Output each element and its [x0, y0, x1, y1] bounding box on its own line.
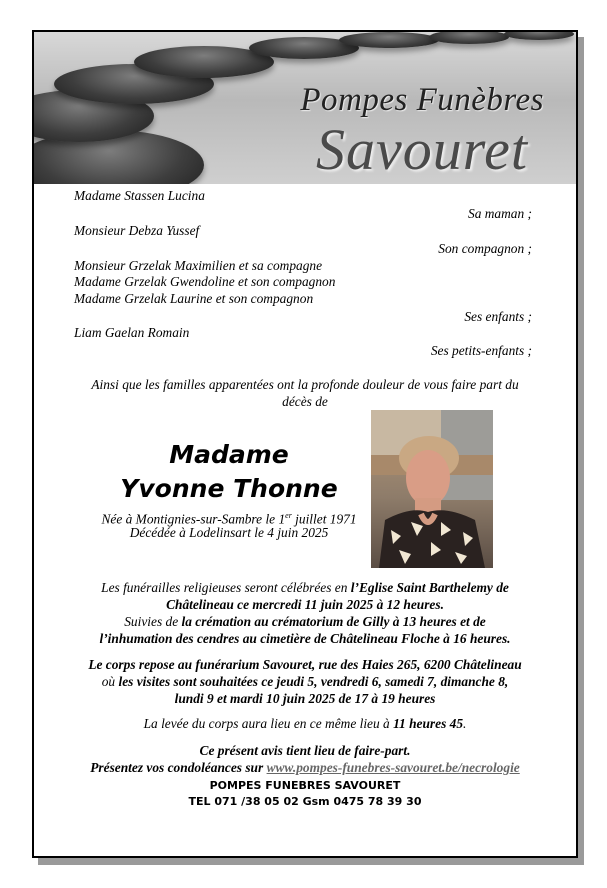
funeral-line: Les funérailles religieuses seront célébrées en l’Eglise Saint Barthelemy de: [101, 580, 509, 595]
notice-line: Ce présent avis tient lieu de faire-part.: [199, 743, 411, 758]
deceased-title: Madame: [169, 440, 289, 469]
family-name: Monsieur Debza Yussef: [74, 223, 200, 238]
company-name: POMPES FUNEBRES SAVOURET: [209, 779, 401, 792]
family-relation: Son compagnon ;: [438, 241, 532, 256]
condolences-line: Présentez vos condoléances sur www.pompes-funebres-savouret.be/necrologie: [90, 760, 520, 775]
funeral-line: Châtelineau ce mercredi 11 juin 2025 à 12 heures.: [166, 597, 444, 612]
family-name: Monsieur Grzelak Maximilien et sa compagne: [74, 258, 323, 273]
stone-image: [339, 32, 439, 48]
funeral-line: l’inhumation des cendres au cimetière de Châtelineau Floche à 16 heures.: [99, 631, 511, 646]
brand-line-2: Savouret: [315, 117, 528, 182]
visit-line: lundi 9 et mardi 10 juin 2025 de 17 à 19 heures: [174, 691, 436, 706]
intro-text: Ainsi que les familles apparentées ont la profonde douleur de vous faire part du: [91, 377, 519, 392]
family-name: Madame Grzelak Laurine et son compagnon: [74, 291, 314, 306]
deceased-name: Yvonne Thonne: [120, 474, 338, 503]
obituary-notice: [32, 30, 578, 858]
visit-line: où les visites sont souhaitées ce jeudi 5, vendredi 6, samedi 7, dimanche 8,: [101, 674, 509, 689]
family-relation: Ses enfants ;: [464, 309, 532, 324]
funeral-line: Suivies de la crémation au crématorium de Gilly à 13 heures et de: [124, 614, 486, 629]
visit-line: Le corps repose au funérarium Savouret, rue des Haies 265, 6200 Châtelineau: [88, 657, 522, 672]
birth-line: Née à Montignies-sur-Sambre le 1er juillet 1971: [101, 511, 357, 527]
family-name: Liam Gaelan Romain: [74, 325, 190, 340]
intro-text: décès de: [282, 394, 328, 409]
header-banner: [34, 32, 576, 184]
brand-line-1: Pompes Funèbres: [300, 82, 544, 118]
family-relation: Ses petits-enfants ;: [430, 343, 532, 358]
levee-line: La levée du corps aura lieu en ce même lieu à 11 heures 45.: [143, 716, 467, 731]
family-relation: Sa maman ;: [468, 206, 532, 221]
portrait-photo: [371, 410, 493, 568]
family-name: Madame Stassen Lucina: [74, 188, 205, 203]
company-phone: TEL 071 /38 05 02 Gsm 0475 78 39 30: [188, 795, 422, 808]
stone-image: [429, 32, 509, 44]
necrologie-link[interactable]: www.pompes-funebres-savouret.be/necrologie: [266, 760, 520, 775]
stone-image: [504, 32, 574, 40]
death-line: Décédée à Lodelinsart le 4 juin 2025: [129, 525, 329, 540]
family-name: Madame Grzelak Gwendoline et son compagnon: [74, 274, 336, 289]
